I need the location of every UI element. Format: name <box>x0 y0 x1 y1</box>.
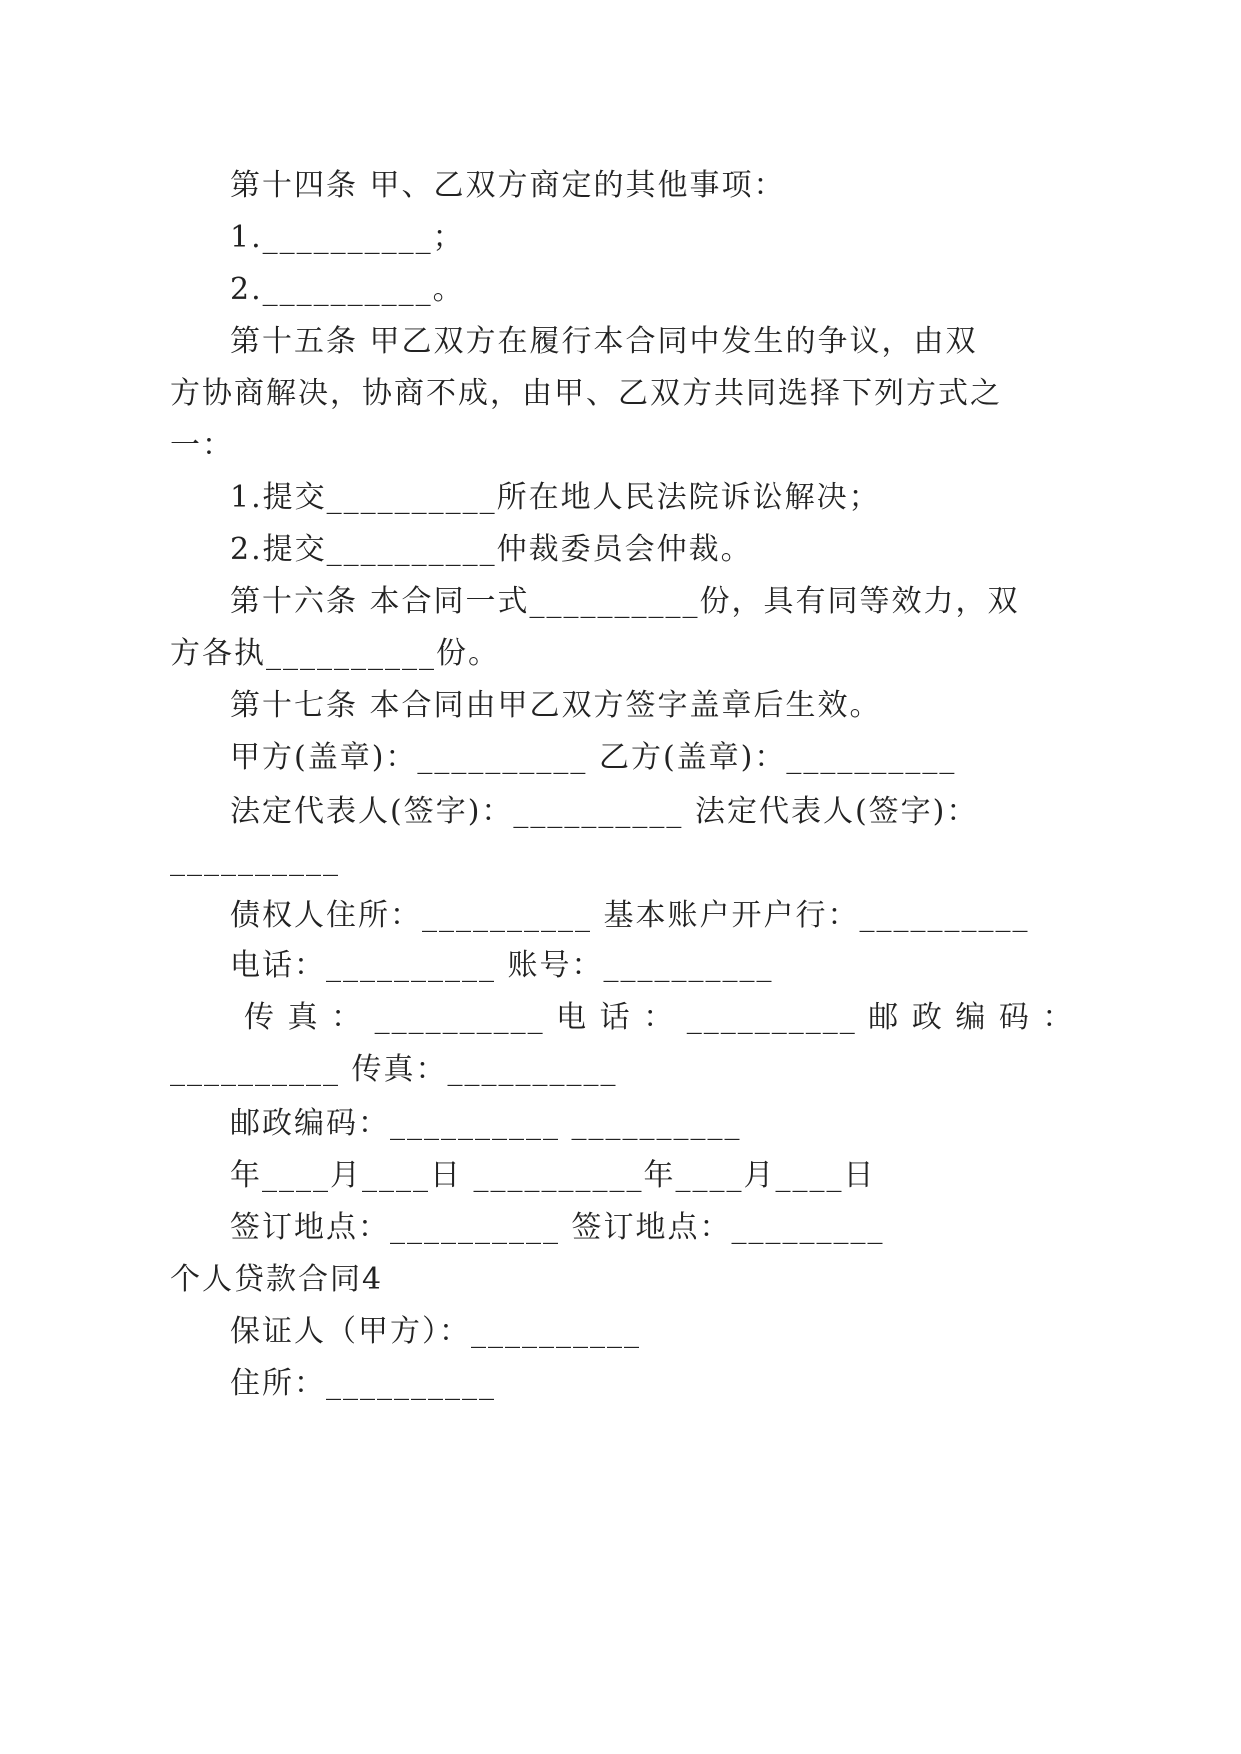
text-line: 1.__________； <box>230 220 465 255</box>
text-line: 方各执__________份。 <box>170 636 500 671</box>
text-line: 住所：__________ <box>230 1366 496 1401</box>
text-line: __________ 传真：__________ <box>170 1052 618 1087</box>
text-line: 签订地点：__________ 签订地点：_________ <box>230 1210 885 1245</box>
text-line: 第十五条 甲乙双方在履行本合同中发生的争议，由双 <box>230 324 978 359</box>
text-line: 1.提交__________所在地人民法院诉讼解决； <box>230 480 881 515</box>
text-line: 第十七条 本合同由甲乙双方签字盖章后生效。 <box>230 688 882 723</box>
text-line: 保证人（甲方）：__________ <box>230 1314 641 1349</box>
text-line: 2.提交__________仲裁委员会仲裁。 <box>230 532 753 567</box>
text-line: __________ <box>170 842 340 877</box>
text-line: 邮政编码：__________ __________ <box>230 1106 742 1141</box>
section-title: 个人贷款合同4 <box>170 1262 384 1297</box>
text-line: 第十四条 甲、乙双方商定的其他事项： <box>230 168 786 203</box>
text-line: 一： <box>170 428 234 463</box>
text-line: 法定代表人(签字)：__________ 法定代表人(签字)： <box>230 794 979 829</box>
text-line: 债权人住所：__________ 基本账户开户行：__________ <box>230 898 1030 933</box>
text-line: 电话：__________ 账号：__________ <box>230 948 774 983</box>
text-line: 第十六条 本合同一式__________份，具有同等效力，双 <box>230 584 1020 619</box>
text-line: 传 真 ： __________ 电 话 ： __________ 邮 政 编 码 ： <box>244 1000 1075 1035</box>
text-line: 2.__________。 <box>230 272 465 307</box>
text-line: 年____月____日 __________年____月____日 <box>230 1158 876 1193</box>
text-line: 甲方(盖章)：__________ 乙方(盖章)：__________ <box>230 740 957 775</box>
text-line: 方协商解决，协商不成，由甲、乙双方共同选择下列方式之 <box>170 376 1002 411</box>
